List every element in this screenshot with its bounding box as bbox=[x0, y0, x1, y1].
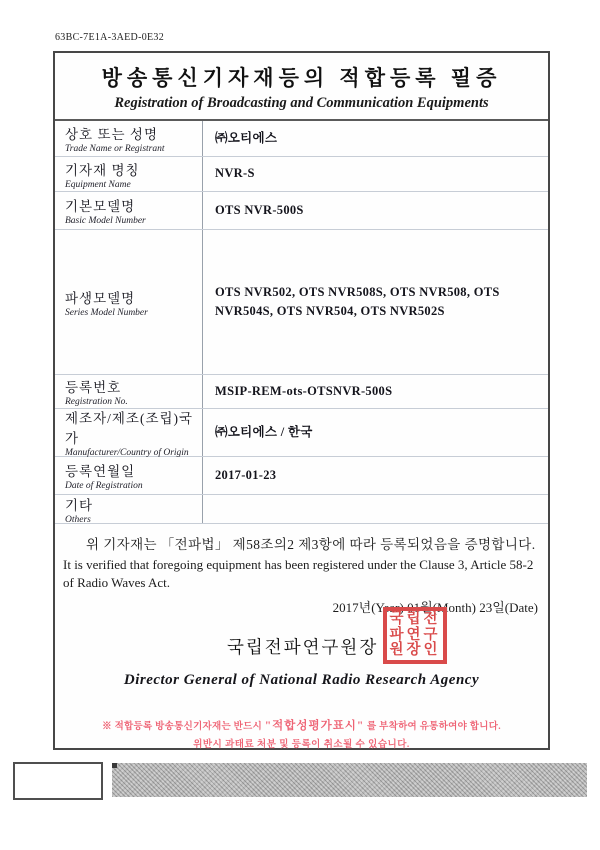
notice-emphasis: "적합성평가표시" bbox=[264, 720, 365, 732]
field-value: OTS NVR-500S bbox=[215, 202, 304, 217]
field-value: OTS NVR502, OTS NVR508S, OTS NVR508, OTS NVR504S, OTS NVR504, OTS NVR502S bbox=[215, 284, 500, 318]
table-row-others bbox=[55, 495, 548, 524]
field-label bbox=[55, 457, 203, 494]
field-label-korean: 기타 bbox=[65, 497, 94, 513]
certificate-title-english: Registration of Broadcasting and Communication Equipments bbox=[114, 95, 489, 111]
bottom-empty-box bbox=[13, 762, 103, 800]
verification-statement-korean: 위 기자재는 「전파법」 제58조의2 제3항에 따라 등록되었음을 증명합니다. bbox=[86, 537, 536, 552]
field-value: ㈜오티에스 / 한국 bbox=[215, 424, 313, 439]
field-label bbox=[55, 230, 203, 374]
field-label-english: Registration No. bbox=[65, 397, 128, 407]
field-label bbox=[55, 375, 203, 408]
field-label-korean: 기본모델명 bbox=[65, 199, 136, 214]
redacted-noise-bar bbox=[112, 763, 587, 797]
table-row-registration-date bbox=[55, 457, 548, 495]
field-label bbox=[55, 192, 203, 229]
table-row-equipment-name bbox=[55, 157, 548, 192]
table-row-registration-no bbox=[55, 375, 548, 409]
field-label-english: Manufacturer/Country of Origin bbox=[65, 448, 189, 458]
verification-statement-english: It is verified that foregoing equipment has been registered under the Clause 3, Article 58-2 of Radio Waves Act. bbox=[63, 557, 534, 591]
table-row-trade-name bbox=[55, 121, 548, 157]
field-label-korean: 상호 또는 성명 bbox=[65, 127, 158, 142]
certificate-frame bbox=[53, 51, 550, 750]
table-row-manufacturer bbox=[55, 409, 548, 457]
table-row-basic-model bbox=[55, 192, 548, 230]
field-label bbox=[55, 495, 203, 523]
certificate-title-korean: 방송통신기자재등의 적합등록 필증 bbox=[101, 66, 502, 90]
field-label bbox=[55, 121, 203, 156]
field-label-korean: 등록번호 bbox=[65, 380, 122, 395]
field-label-english: Series Model Number bbox=[65, 307, 148, 318]
document-serial-code: 63BC-7E1A-3AED-0E32 bbox=[55, 32, 165, 43]
certificate-header bbox=[55, 53, 548, 121]
issuer-title-korean: 국립전파연구원장 bbox=[227, 637, 379, 657]
seal-line-3: 원장인 bbox=[389, 642, 441, 659]
compliance-notice-line1 bbox=[55, 717, 548, 733]
seal-line-2: 파연구 bbox=[389, 626, 441, 643]
issue-date-line: 2017년(Year) 01월(Month) 23일(Date) bbox=[332, 600, 538, 616]
field-label bbox=[55, 157, 203, 191]
field-label-english: Others bbox=[65, 514, 91, 525]
field-value: NVR-S bbox=[215, 166, 255, 181]
field-label-korean: 등록연월일 bbox=[65, 464, 136, 479]
verification-statement bbox=[55, 524, 548, 592]
notice-prefix: ※ 적합등록 방송통신기자재는 반드시 bbox=[102, 722, 265, 732]
field-label-english: Basic Model Number bbox=[65, 216, 146, 226]
official-seal-stamp bbox=[383, 607, 447, 664]
field-value: ㈜오티에스 bbox=[215, 130, 278, 145]
field-label-korean: 파생모델명 bbox=[65, 290, 136, 306]
field-value bbox=[203, 495, 548, 523]
table-row-series-models bbox=[55, 230, 548, 375]
field-label-english: Equipment Name bbox=[65, 179, 131, 190]
field-label-english: Date of Registration bbox=[65, 481, 143, 491]
field-value: 2017-01-23 bbox=[215, 467, 277, 482]
field-label-korean: 기자재 명칭 bbox=[65, 162, 140, 178]
field-label-english: Trade Name or Registrant bbox=[65, 144, 165, 154]
field-value: MSIP-REM-ots-OTSNVR-500S bbox=[215, 383, 393, 398]
compliance-notice bbox=[55, 717, 548, 750]
notice-suffix: 를 부착하여 유통하여야 합니다. bbox=[364, 722, 501, 732]
field-label bbox=[55, 409, 203, 456]
seal-line-1: 국립전 bbox=[389, 610, 441, 627]
field-label-korean: 제조자/제조(조립)국가 bbox=[65, 411, 194, 446]
compliance-notice-line2: 위반시 과태료 처분 및 등록이 취소될 수 있습니다. bbox=[193, 740, 410, 750]
certificate-field-table bbox=[55, 121, 548, 524]
issuer-title-english: Director General of National Radio Research Agency bbox=[123, 672, 480, 688]
